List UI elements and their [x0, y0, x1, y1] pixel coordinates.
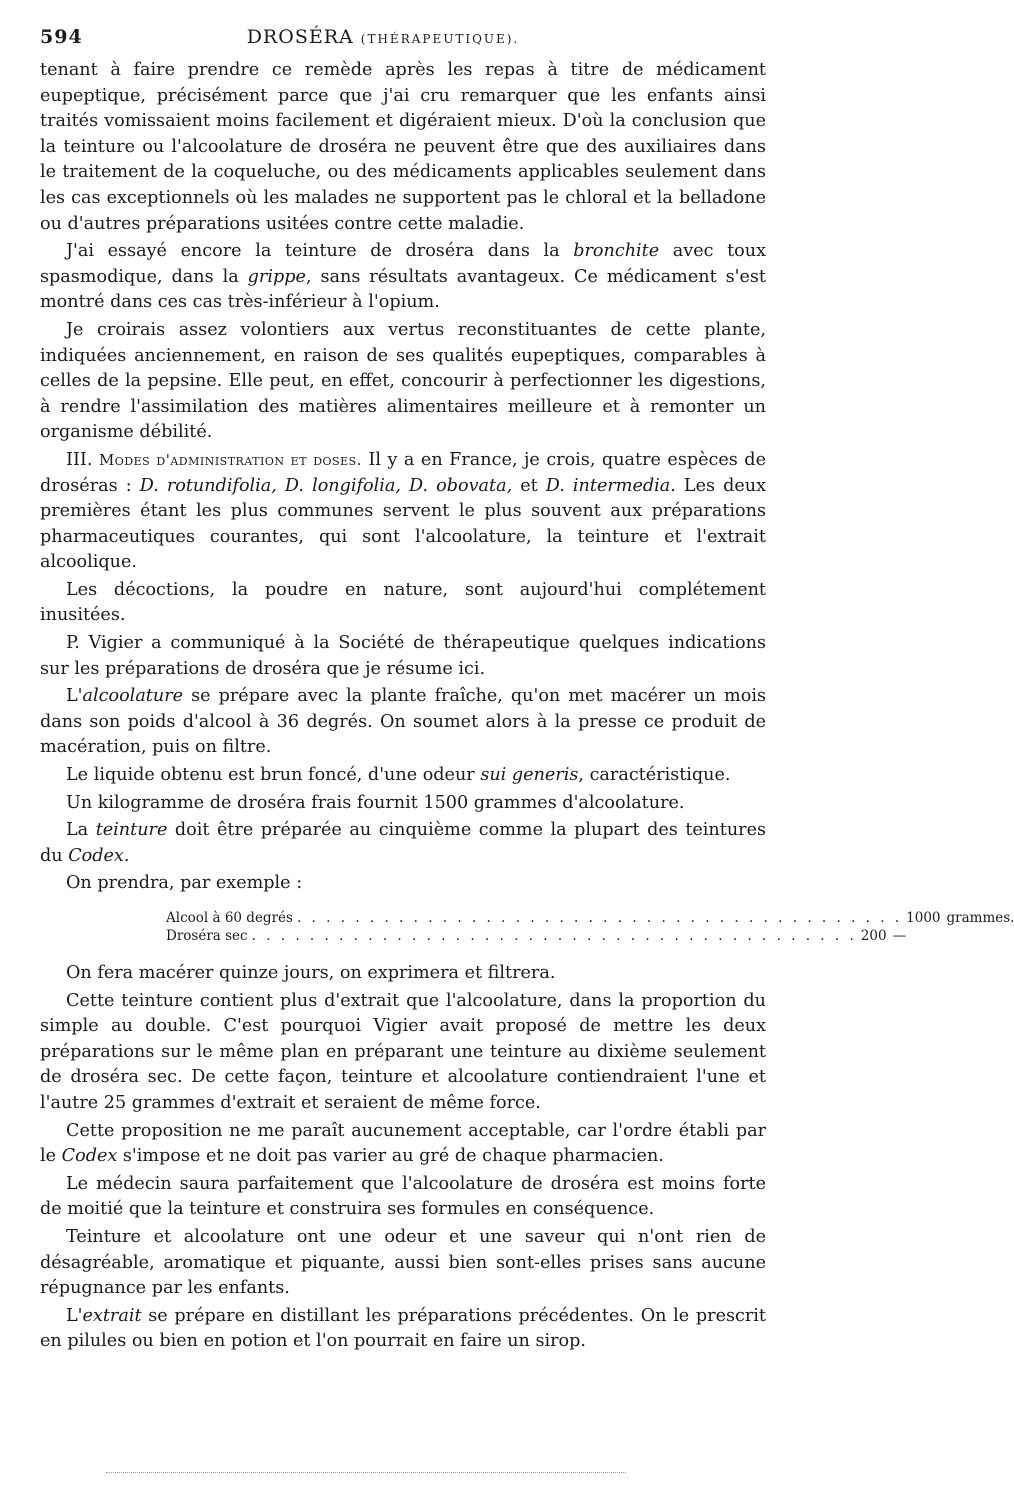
italic-text: alcoolature [82, 686, 184, 707]
paragraph-text: Le médecin saura parfaitement que l'alcoolature de droséra est moins forte de moitié que la teinture et construira ses formules en conséquence. [40, 1173, 766, 1220]
paragraph [40, 58, 766, 237]
small-caps-heading: Modes d'administration et doses. [98, 450, 362, 469]
leader-dots: . . . . . . . . . . . . . . . . . . . . . . . . . . . . . . . . . . . . . . . . . . [251, 928, 857, 944]
paragraph [40, 1225, 766, 1302]
paragraph [40, 239, 766, 316]
paragraph-text: L' [66, 1305, 83, 1326]
running-title-subtitle: (THÉRAPEUTIQUE). [360, 32, 520, 46]
paragraph [40, 871, 766, 897]
recipe-row [166, 927, 907, 945]
paragraph [40, 989, 766, 1117]
paragraph-text: s'impose et ne doit pas varier au gré de chaque pharmacien. [117, 1146, 664, 1167]
paragraph-text: avec toux spasmodique, dans la [40, 241, 767, 287]
italic-text: D. rotundifolia, D. longifolia, D. obovata, [139, 475, 513, 496]
paragraph-text: Un kilogramme de droséra frais fournit 1500 grammes d'alcoolature. [66, 792, 685, 813]
paragraph-text: III. [66, 449, 99, 470]
footer-rule [106, 1472, 626, 1473]
recipe-row [166, 909, 1014, 927]
paragraphs-after-recipe [40, 961, 766, 1355]
paragraph-text: se prépare avec la plante fraîche, qu'on met macérer un mois dans son poids d'alcool à 36 degrés. On soumet alors à la presse ce produit de macération, puis on filtre. [40, 686, 766, 758]
paragraph [40, 1119, 766, 1170]
paragraph-text: Je croirais assez volontiers aux vertus reconstituantes de cette plante, indiquées anciennement, en raison de ses qualités eupeptiques, comparables à celles de la pepsine. Elle peut, en effet, concourir à perfectionner les digestions, à rendre l'assimilation des matières alimentaires meilleure et à remonter un organisme débilité. [40, 319, 766, 443]
paragraph-text: Teinture et alcoolature ont une odeur et une saveur qui n'ont rien de désagréable, aromatique et piquante, aussi bien sont-elles prises sans aucune répugnance par les enfants. [40, 1226, 766, 1299]
paragraph-text: La [66, 820, 96, 841]
italic-text: extrait [82, 1305, 142, 1326]
paragraph [40, 763, 766, 789]
italic-text: Codex. [68, 845, 130, 866]
paragraph-text: doit être préparée au cinquième comme la plupart des teintures du [40, 820, 767, 866]
paragraph-text: L' [66, 686, 83, 707]
paragraph [40, 1172, 766, 1223]
paragraph [40, 818, 766, 869]
paragraph-text: , sans résultats avantageux. Ce médicament s'est montré dans ces cas très-inférieur à l'opium. [40, 266, 766, 313]
paragraphs-before-recipe [40, 58, 766, 897]
paragraph-text: , caractéristique. [578, 765, 731, 786]
paragraph [40, 448, 766, 576]
paragraph-text: Cette proposition ne me paraît aucunement acceptable, car l'ordre établi par le [40, 1120, 766, 1167]
page-number: 594 [40, 26, 83, 48]
paragraph-text: et [512, 475, 546, 496]
paragraph [40, 1304, 766, 1355]
italic-text: Codex [61, 1146, 118, 1167]
paragraph [40, 631, 766, 682]
paragraph [40, 318, 766, 446]
italic-text: sui generis [480, 765, 579, 786]
ingredient-name: Droséra sec [166, 928, 248, 944]
paragraph-text: se prépare en distillant les préparations précédentes. On le prescrit en pilules ou bien en potion et l'on pourrait en faire un sirop. [40, 1305, 766, 1352]
italic-text: grippe [247, 266, 306, 287]
ingredient-unit: grammes. [946, 910, 1014, 926]
paragraph-text: Le liquide obtenu est brun foncé, d'une odeur [66, 765, 481, 786]
leader-dots: . . . . . . . . . . . . . . . . . . . . . . . . . . . . . . . . . . . . . . . . . . [296, 910, 903, 926]
paragraph-text: P. Vigier a communiqué à la Société de thérapeutique quelques indications sur les préparations de droséra que je résume ici. [40, 633, 766, 679]
paragraph [40, 684, 766, 761]
italic-text: bronchite [573, 241, 660, 262]
running-title [110, 26, 766, 48]
paragraph-text: Les deux premières étant les plus communes servent le plus souvent aux préparations pharmaceutiques courantes, qui sont l'alcoolature, la teinture et l'extrait alcoolique. [40, 475, 766, 573]
paragraph-text: On fera macérer quinze jours, on exprimera et filtrera. [66, 963, 556, 983]
running-title-main: DROSÉRA [246, 26, 354, 48]
paragraph [40, 791, 766, 817]
page-header [40, 26, 766, 54]
paragraph [40, 578, 766, 629]
ingredient-quantity: 200 [860, 928, 887, 944]
paragraph-text: Il y a en France, je crois, quatre espèces de droséras : [40, 449, 766, 496]
paragraph-text: Cette teinture contient plus d'extrait que l'alcoolature, dans la proportion du simple au double. C'est pourquoi Vigier avait proposé de mettre les deux préparations sur le même plan en préparant une teinture au dixième seulement de droséra sec. De cette façon, teinture et alcoolature contiendraient l'une et l'autre 25 grammes d'extrait et seraient de même force. [40, 990, 766, 1113]
paragraph-text: Les décoctions, la poudre en nature, sont aujourd'hui complétement inusitées. [40, 579, 766, 626]
ingredient-name: Alcool à 60 degrés [166, 910, 293, 926]
document-page [40, 26, 1014, 1357]
ingredient-unit: — [892, 928, 907, 944]
italic-text: teinture [95, 820, 168, 841]
italic-text: D. intermedia. [545, 475, 676, 496]
recipe-table [166, 909, 1014, 945]
paragraph-text: On prendra, par exemple : [66, 873, 303, 894]
paragraph [40, 961, 766, 987]
paragraph-text: J'ai essayé encore la teinture de droséra dans la [66, 241, 574, 262]
paragraph-text: tenant à faire prendre ce remède après les repas à titre de médicament eupeptique, précisément parce que j'ai cru remarquer que les enfants ainsi traités vomissaient moins facilement et digéraient mieux. D'où la conclusion que la teinture ou l'alcoolature de droséra ne peuvent être que des auxiliaires dans le traitement de la coqueluche, ou des médicaments applicables seulement dans les cas exceptionnels où les malades ne supportent pas le chloral et la belladone ou d'autres préparations usitées contre cette maladie. [40, 60, 766, 234]
ingredient-quantity: 1000 [906, 910, 941, 926]
body-text [40, 58, 1014, 1355]
